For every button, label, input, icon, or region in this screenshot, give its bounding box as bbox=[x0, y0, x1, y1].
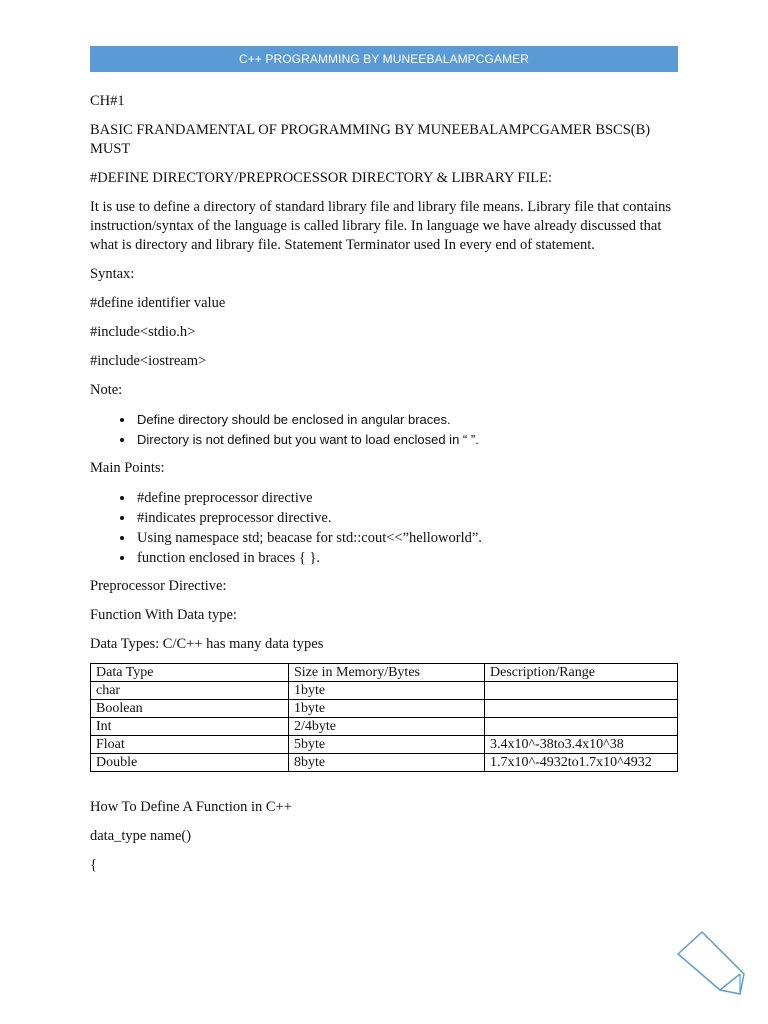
document-header bbox=[90, 46, 678, 72]
table-cell bbox=[485, 700, 678, 718]
table-row bbox=[91, 754, 678, 772]
document-heading: BASIC FRANDAMENTAL OF PROGRAMMING BY MUNEEBALAMPCGAMER BSCS(B) MUST bbox=[90, 122, 651, 157]
table-cell: 8byte bbox=[289, 754, 485, 772]
table-cell: Float bbox=[91, 736, 289, 754]
list-item: • function enclosed in braces { }. bbox=[135, 548, 680, 568]
notes-list bbox=[90, 410, 680, 450]
table-cell: 2/4byte bbox=[289, 718, 485, 736]
chapter-label: CH#1 bbox=[90, 93, 125, 109]
table-cell bbox=[485, 682, 678, 700]
table-row bbox=[91, 718, 678, 736]
table-cell: 1byte bbox=[289, 682, 485, 700]
table-header-cell: Size in Memory/Bytes bbox=[289, 664, 485, 682]
preprocessor-label: Preprocessor Directive: bbox=[90, 578, 227, 594]
table-cell: 5byte bbox=[289, 736, 485, 754]
syntax-line: #include<stdio.h> bbox=[90, 324, 196, 340]
table-row bbox=[91, 736, 678, 754]
note-label: Note: bbox=[90, 382, 123, 398]
table-cell: Int bbox=[91, 718, 289, 736]
syntax-line: #define identifier value bbox=[90, 295, 226, 311]
table-cell: 1byte bbox=[289, 700, 485, 718]
table-cell: 3.4x10^-38to3.4x10^38 bbox=[485, 736, 678, 754]
document-body bbox=[90, 92, 680, 885]
intro-paragraph: It is use to define a directory of standard library file and library file means. Library file that contains instruction/syntax of the language is called library file. In language we have already discussed that what is directory and library file. Statement Terminator used In every end of statement. bbox=[90, 199, 671, 253]
table-header-row bbox=[91, 664, 678, 682]
main-points-label: Main Points: bbox=[90, 460, 165, 476]
function-signature: data_type name() bbox=[90, 828, 192, 844]
table-row bbox=[91, 682, 678, 700]
table-cell: 1.7x10^-4932to1.7x10^4932 bbox=[485, 754, 678, 772]
document-header-title: C++ PROGRAMMING BY MUNEEBALAMPCGAMER bbox=[238, 52, 530, 66]
list-item: • Directory is not defined but you want to load enclosed in “ ”. bbox=[135, 430, 680, 450]
data-types-table bbox=[90, 663, 678, 772]
table-cell: Boolean bbox=[91, 700, 289, 718]
table-cell bbox=[485, 718, 678, 736]
list-item: • #define preprocessor directive bbox=[135, 488, 680, 508]
syntax-line: #include<iostream> bbox=[90, 353, 207, 369]
table-cell: char bbox=[91, 682, 289, 700]
function-label: Function With Data type: bbox=[90, 607, 237, 623]
table-row bbox=[91, 700, 678, 718]
list-item: • #indicates preprocessor directive. bbox=[135, 508, 680, 528]
list-item: • Define directory should be enclosed in angular braces. bbox=[135, 410, 680, 430]
function-heading: How To Define A Function in C++ bbox=[90, 799, 292, 815]
syntax-label: Syntax: bbox=[90, 266, 135, 282]
table-cell: Double bbox=[91, 754, 289, 772]
data-types-intro: Data Types: C/C++ has many data types bbox=[90, 636, 324, 652]
section-define-heading: #DEFINE DIRECTORY/PREPROCESSOR DIRECTORY & LIBRARY FILE: bbox=[90, 170, 553, 186]
table-header-cell: Description/Range bbox=[485, 664, 678, 682]
list-item: • Using namespace std; beacase for std::cout<<”helloworld”. bbox=[135, 528, 680, 548]
main-points-list bbox=[90, 488, 680, 568]
table-header-cell: Data Type bbox=[91, 664, 289, 682]
open-brace: { bbox=[90, 857, 97, 873]
pencil-icon[interactable] bbox=[672, 928, 752, 1008]
